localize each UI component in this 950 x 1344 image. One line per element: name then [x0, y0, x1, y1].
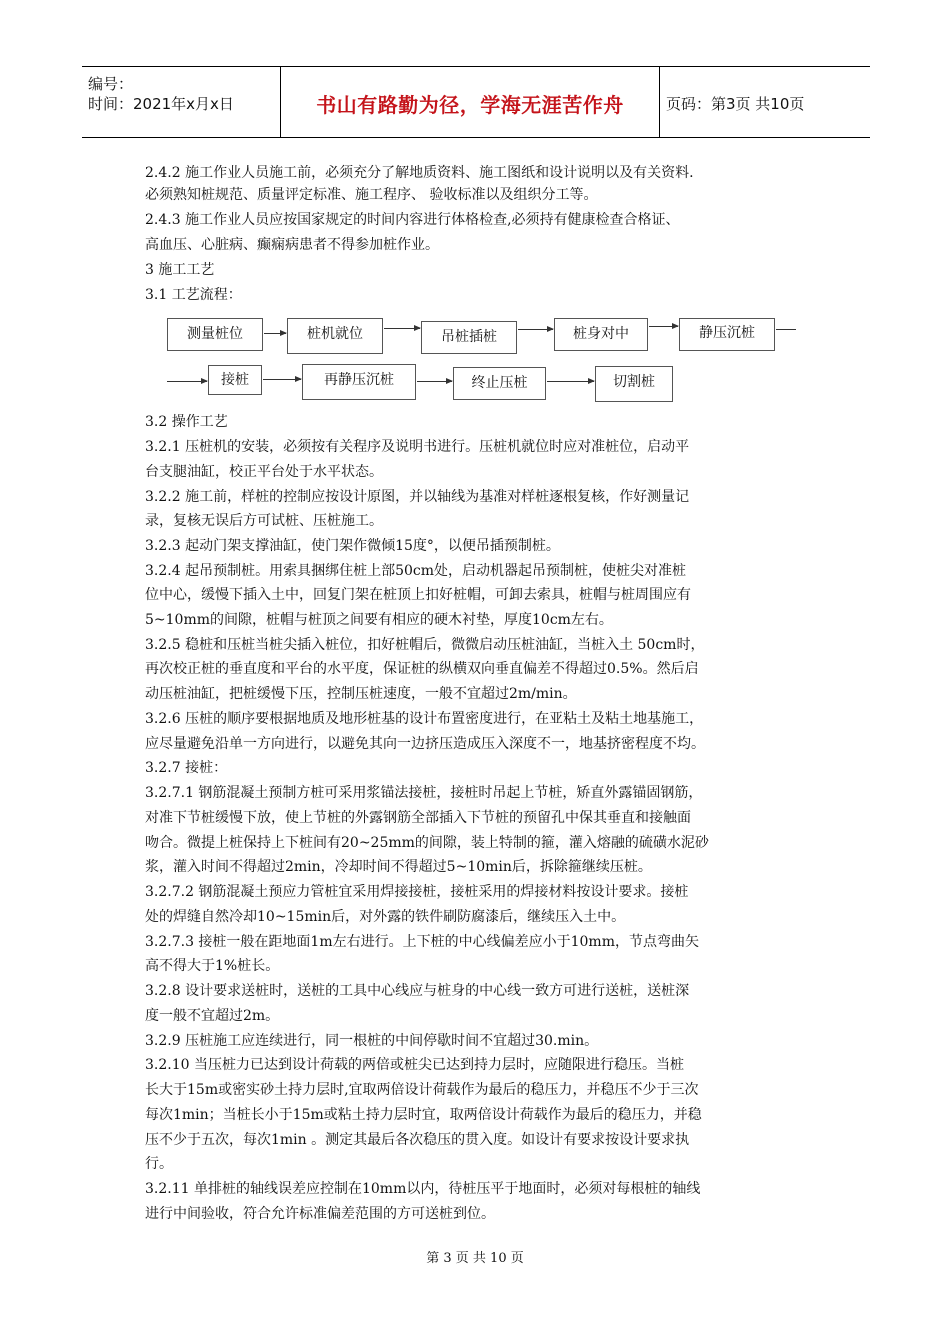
text-line: 3.2.10 当压桩力已达到设计荷载的两倍或桩尖已达到持力层时，应随限进行稳压。当桩 [145, 1057, 684, 1073]
flow-box-static-press: 静压沉桩 [679, 318, 775, 351]
flow-box-splice: 接桩 [208, 365, 262, 395]
text-line: 3.2.11 单排桩的轴线误差应控制在10mm以内，待桩压平于地面时，必须对每根桩的轴线 [145, 1181, 701, 1197]
text-line: 应尽量避免沿单一方向进行，以避免其向一边挤压造成压入深度不一，地基挤密程度不均。 [145, 736, 705, 752]
section-heading: 3 施工工艺 [145, 262, 215, 278]
page-header [82, 66, 870, 138]
flow-box-cut-pile: 切割桩 [595, 366, 673, 402]
subsection-heading: 3.2 操作工艺 [145, 414, 228, 430]
text-line: 高不得大于1%桩长。 [145, 958, 280, 974]
text-line: 2.4.3 施工作业人员应按国家规定的时间内容进行体格检查,必须持有健康检查合格证、 [145, 212, 680, 228]
header-motto: 书山有路勤为径，学海无涯苦作舟 [316, 93, 624, 117]
text-line: 再次校正桩的垂直度和平台的水平度，保证桩的纵横双向垂直偏差不得超过0.5%。然后启 [145, 661, 699, 677]
text-line: 进行中间验收，符合允许标准偏差范围的方可送桩到位。 [145, 1206, 495, 1222]
text-line: 5~10mm的间隙，桩帽与桩顶之间要有相应的硬木衬垫，厚度10cm左右。 [145, 612, 613, 628]
text-line: 3.2.7.3 接桩一般在距地面1m左右进行。上下桩的中心线偏差应小于10mm，节点弯曲矢 [145, 934, 699, 950]
flow-box-survey: 测量桩位 [167, 318, 263, 351]
text-line: 浆，灌入时间不得超过2min，冷却时间不得超过5~10min后，拆除箍继续压桩。 [145, 859, 652, 875]
flow-box-re-press: 再静压沉桩 [302, 364, 416, 400]
text-line: 3.2.7.1 钢筋混凝土预制方桩可采用浆锚法接桩，接桩时吊起上节桩，矫直外露锚固钢筋， [145, 785, 703, 801]
text-line: 动压桩油缸，把桩缓慢下压，控制压桩速度，一般不宜超过2m/min。 [145, 686, 577, 702]
text-line: 吻合。微提上桩保持上下桩间有20~25mm的间隙，装上特制的箍，灌入熔融的硫磺水泥砂 [145, 835, 709, 851]
flow-arrow [167, 381, 207, 382]
flow-box-centering: 桩身对中 [554, 318, 648, 351]
text-line: 3.2.7.2 钢筋混凝土预应力管桩宜采用焊接接桩，接桩采用的焊接材料按设计要求。接桩 [145, 884, 689, 900]
subsection-heading: 3.1 工艺流程： [145, 287, 242, 303]
flow-arrow [263, 379, 301, 380]
document-number-label: 编号： [88, 75, 134, 93]
text-line: 高血压、心脏病、癫痫病患者不得参加桩作业。 [145, 237, 439, 253]
flow-box-lift-insert: 吊桩插桩 [421, 321, 517, 354]
text-line: 行。 [145, 1156, 173, 1172]
page-footer: 第 3 页 共 10 页 [426, 1251, 524, 1266]
text-line: 3.2.6 压桩的顺序要根据地质及地形桩基的设计布置密度进行，在亚粘土及粘土地基施工， [145, 711, 704, 727]
flow-arrow [518, 329, 553, 330]
header-motto-cell [281, 67, 660, 137]
flow-arrow [417, 381, 452, 382]
text-line: 每次1min；当桩长小于15m或粘土持力层时宜，取两倍设计荷载作为最后的稳压力，并稳 [145, 1107, 702, 1123]
text-line: 录，复核无误后方可试桩、压桩施工。 [145, 513, 383, 529]
flow-arrow [649, 326, 678, 327]
text-line: 3.2.8 设计要求送桩时，送桩的工具中心线应与桩身的中心线一致方可进行送桩，送桩深 [145, 983, 690, 999]
header-page-label: 页码：第3页 共10页 [666, 95, 805, 113]
text-line: 2.4.2 施工作业人员施工前，必须充分了解地质资料、施工图纸和设计说明以及有关资料. [145, 165, 694, 181]
flow-arrow [547, 381, 594, 382]
text-line: 长大于15m或密实砂土持力层时,宜取两倍设计荷载作为最后的稳压力，并稳压不少于三次 [145, 1082, 699, 1098]
header-meta-cell [82, 67, 281, 137]
text-line: 必须熟知桩规范、质量评定标准、施工程序、 验收标准以及组织分工等。 [145, 187, 598, 203]
flow-box-rig-position: 桩机就位 [287, 318, 383, 354]
flow-connector-line [776, 329, 796, 330]
text-line: 对准下节桩缓慢下放，使上节桩的外露钢筋全部插入下节桩的预留孔中保其垂直和接触面 [145, 810, 691, 826]
header-page-cell [660, 67, 870, 137]
text-line: 3.2.7 接桩： [145, 760, 228, 776]
text-line: 处的焊缝自然冷却10~15min后，对外露的铁件刷防腐漆后，继续压入土中。 [145, 909, 626, 925]
flow-box-terminate: 终止压桩 [453, 367, 546, 400]
document-date-label: 时间：2021年x月x日 [88, 95, 234, 113]
text-line: 度一般不宜超过2m。 [145, 1008, 280, 1024]
flow-arrow [264, 333, 286, 334]
text-line: 3.2.5 稳桩和压桩当桩尖插入桩位，扣好桩帽后，微微启动压桩油缸，当桩入土 50cm时， [145, 637, 705, 653]
text-line: 3.2.2 施工前，样桩的控制应按设计原图，并以轴线为基准对样桩逐根复核，作好测量记 [145, 489, 690, 505]
text-line: 3.2.1 压桩机的安装，必须按有关程序及说明书进行。压桩机就位时应对准桩位，启动平 [145, 439, 690, 455]
text-line: 位中心，缓慢下插入土中，回复门架在桩顶上扣好桩帽，可卸去索具，桩帽与桩周围应有 [145, 587, 691, 603]
text-line: 压不少于五次，每次1min 。测定其最后各次稳压的贯入度。如设计有要求按设计要求执 [145, 1132, 690, 1148]
text-line: 3.2.3 起动门架支撑油缸，使门架作微倾15度°，以便吊插预制桩。 [145, 538, 560, 554]
text-line: 3.2.9 压桩施工应连续进行，同一根桩的中间停歇时间不宜超过30.min。 [145, 1033, 599, 1049]
flow-arrow [384, 328, 420, 329]
text-line: 3.2.4 起吊预制桩。用索具捆绑住桩上部50cm处，启动机器起吊预制桩，使桩尖对准桩 [145, 563, 687, 579]
text-line: 台支腿油缸，校正平台处于水平状态。 [145, 464, 383, 480]
